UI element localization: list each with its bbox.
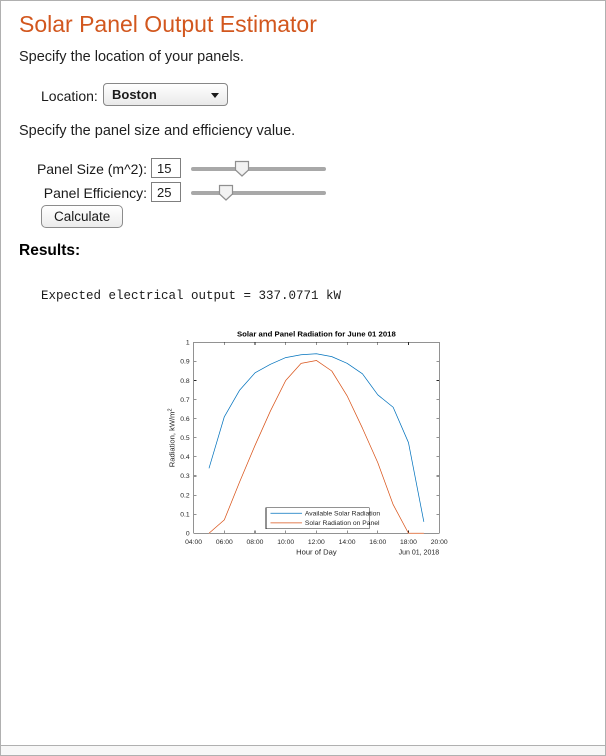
svg-text:0.3: 0.3 xyxy=(180,473,190,481)
page-bottom-divider xyxy=(1,745,606,756)
svg-text:0: 0 xyxy=(185,530,190,538)
slider-thumb[interactable] xyxy=(234,160,250,178)
panel-size-field[interactable] xyxy=(151,158,181,178)
results-heading: Results: xyxy=(19,242,81,259)
svg-text:10:00: 10:00 xyxy=(277,538,295,546)
expected-output-text: Expected electrical output = 337.0771 kW xyxy=(41,289,342,303)
series-line-solar-radiation-on-panel xyxy=(209,360,424,533)
location-selected-value: Boston xyxy=(112,87,157,102)
svg-text:0.7: 0.7 xyxy=(180,396,190,404)
chart-title: Solar and Panel Radiation for June 01 2018 xyxy=(236,329,396,339)
location-label: Location: xyxy=(41,88,98,104)
svg-text:16:00: 16:00 xyxy=(369,538,387,546)
svg-text:0.2: 0.2 xyxy=(180,492,190,500)
chevron-down-icon xyxy=(211,93,219,98)
series-line-available-solar-radiation xyxy=(209,354,424,522)
panel-instruction: Specify the panel size and efficiency value. xyxy=(19,123,296,139)
panel-size-label: Panel Size (m^2): xyxy=(36,161,147,177)
panel-efficiency-slider[interactable] xyxy=(191,191,326,195)
svg-text:06:00: 06:00 xyxy=(215,538,233,546)
x-axis-date-label: Jun 01, 2018 xyxy=(398,549,440,557)
svg-text:1: 1 xyxy=(185,339,190,347)
svg-text:0.4: 0.4 xyxy=(180,454,190,462)
x-axis-label: Hour of Day xyxy=(296,547,337,557)
legend xyxy=(266,508,380,529)
svg-text:0.8: 0.8 xyxy=(180,377,190,385)
page-title: Solar Panel Output Estimator xyxy=(19,11,317,37)
svg-text:0.1: 0.1 xyxy=(180,511,190,519)
radiation-chart xyxy=(1,326,606,745)
panel-size-slider[interactable] xyxy=(191,167,326,171)
panel-efficiency-label: Panel Efficiency: xyxy=(43,185,147,201)
slider-thumb[interactable] xyxy=(218,184,234,202)
svg-text:0.9: 0.9 xyxy=(180,358,190,366)
legend-entry-label: Solar Radiation on Panel xyxy=(304,520,380,528)
svg-text:20:00: 20:00 xyxy=(430,538,448,546)
svg-text:0.6: 0.6 xyxy=(180,415,190,423)
svg-text:04:00: 04:00 xyxy=(185,538,203,546)
panel-efficiency-field[interactable] xyxy=(151,182,181,202)
svg-text:12:00: 12:00 xyxy=(307,538,325,546)
legend-entry-label: Available Solar Radiation xyxy=(304,510,381,518)
y-axis-label: Radiation, $kW/m^2$ xyxy=(167,408,177,468)
svg-text:14:00: 14:00 xyxy=(338,538,356,546)
svg-text:0.5: 0.5 xyxy=(180,435,190,443)
calculate-button[interactable]: Calculate xyxy=(41,205,123,228)
svg-text:08:00: 08:00 xyxy=(246,538,264,546)
svg-text:18:00: 18:00 xyxy=(400,538,417,546)
location-dropdown[interactable] xyxy=(103,83,228,106)
location-instruction: Specify the location of your panels. xyxy=(19,49,244,65)
